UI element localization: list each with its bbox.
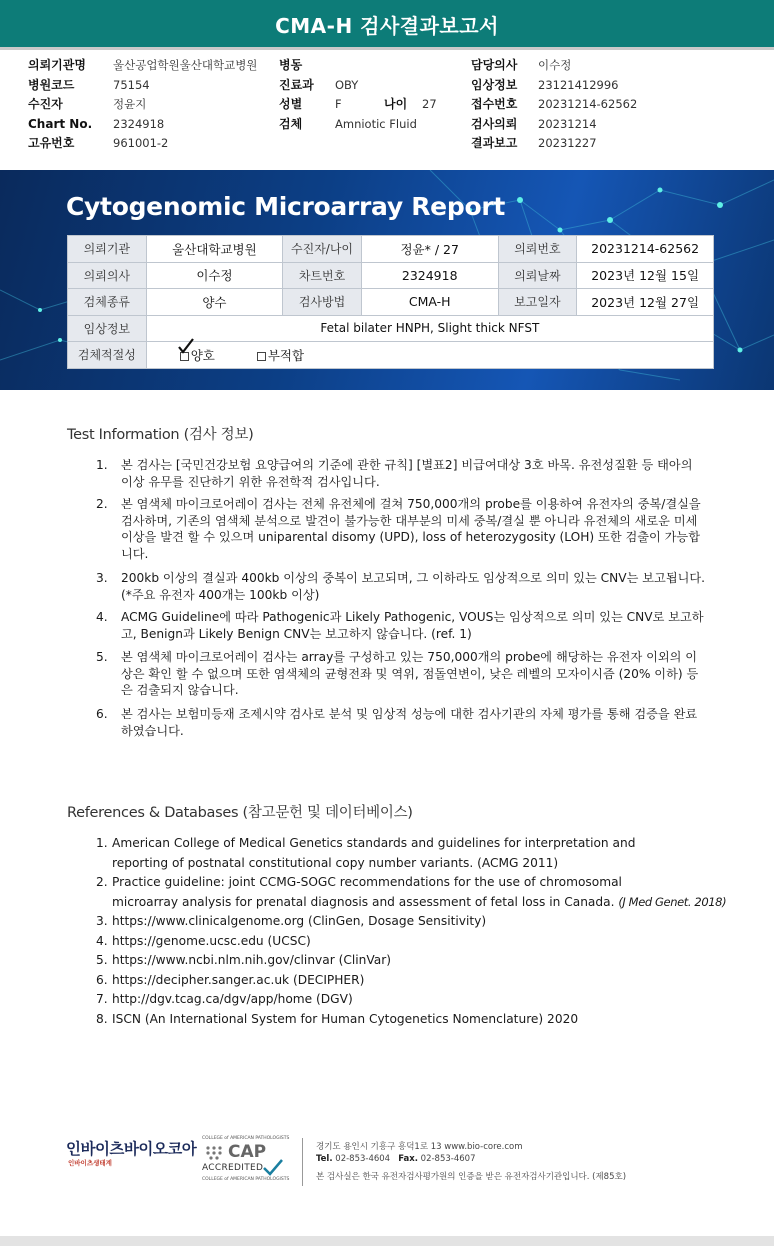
item-text: 본 염색체 마이크로어레이 검사는 array를 구성하고 있는 750,000개의 probe에 해당하는 유전자 이외의 이상은 확인 할 수 없으며 또한 염색체의 균형전좌 및 역위, 점돌연변이, 낮은 레벨의 모자이시즘 (20% 이하) 등은 검출되지 않습니다. bbox=[121, 650, 699, 698]
table-value: 2324918 bbox=[361, 262, 498, 289]
header-value: Amniotic Fluid bbox=[335, 116, 417, 131]
header-label: 담당의사 bbox=[471, 58, 518, 72]
reference-item bbox=[96, 912, 736, 932]
table-value: 울산대학교병원 bbox=[146, 236, 282, 263]
item-text: 본 염색체 마이크로어레이 검사는 전체 유전체에 걸쳐 750,000개의 probe를 이용하여 유전자의 중복/결실을 검사하며, 기존의 염색체 분석으로 발견이 불가능한 대부분의 미세 중복/결실 뿐 아니라 유전체의 새로운 미세이상을 발견 할 수 있으며 uniparental disomy (UPD), loss of heterozygosity (LOH) 또한 검출이 가능합니다. bbox=[121, 497, 701, 561]
header-col2 bbox=[279, 58, 437, 136]
reference-item bbox=[96, 990, 736, 1010]
table-label: 검체종류 bbox=[68, 289, 147, 316]
reference-link[interactable]: https://www.clinicalgenome.org (ClinGen, Dosage Sensitivity) bbox=[112, 914, 487, 928]
header-value: 20231214-62562 bbox=[538, 97, 638, 111]
tel-label: Tel. bbox=[316, 1154, 333, 1164]
table-row bbox=[68, 342, 714, 369]
table-label: 의뢰기관 bbox=[68, 236, 147, 263]
list-item bbox=[96, 496, 706, 562]
reference-link[interactable]: http://dgv.tcag.ca/dgv/app/home (DGV) bbox=[112, 992, 353, 1006]
checkbox-inadequate[interactable] bbox=[257, 352, 266, 361]
item-text: 200kb 이상의 결실과 400kb 이상의 중복이 보고되며, 그 이하라도 임상적으로 의미 있는 CNV는 보고됩니다. (*주요 유전자 400개는 100kb 이상) bbox=[121, 571, 706, 602]
reference-line: American College of Medical Genetics standards and guidelines for interpretation and bbox=[112, 836, 636, 850]
cap-dots-icon bbox=[204, 1144, 224, 1160]
footer-address: 경기도 용인시 기흥구 흥덕1로 13 www.bio-core.com bbox=[316, 1142, 523, 1152]
table-row bbox=[68, 315, 714, 342]
reference-item bbox=[96, 971, 736, 991]
item-text: 본 검사는 보험미등재 조제시약 검사로 분석 및 임상적 성능에 대한 검사기관의 자체 평가를 통해 검증을 완료하였습니다. bbox=[121, 707, 698, 738]
item-number: 6. bbox=[96, 707, 108, 721]
item-number: 8. bbox=[96, 1012, 108, 1026]
cap-bottom-text: COLLEGE of AMERICAN PATHOLOGISTS bbox=[202, 1177, 290, 1182]
header-label: 고유번호 bbox=[28, 136, 75, 150]
item-number: 1. bbox=[96, 836, 108, 850]
header-label: 성별 bbox=[279, 97, 303, 111]
cap-word: CAP bbox=[228, 1142, 267, 1162]
report-title-bar bbox=[0, 0, 774, 50]
table-value: CMA-H bbox=[361, 289, 498, 316]
item-number: 7. bbox=[96, 992, 108, 1006]
header-label: 병동 bbox=[279, 58, 303, 72]
report-footer bbox=[0, 1130, 774, 1190]
list-item bbox=[96, 457, 706, 490]
option-inadequate-label: 부적합 bbox=[267, 347, 305, 363]
reference-item bbox=[96, 873, 736, 912]
header-value: F bbox=[335, 97, 342, 111]
reference-item bbox=[96, 951, 736, 971]
reference-line: reporting of postnatal constitutional copy number variants. (ACMG 2011) bbox=[112, 855, 559, 870]
header-value: 961001-2 bbox=[113, 136, 169, 150]
list-item bbox=[96, 609, 706, 642]
reference-item bbox=[96, 1010, 736, 1030]
table-row bbox=[68, 289, 714, 316]
clinical-info-value: Fetal bilater HNPH, Slight thick NFST bbox=[146, 315, 713, 342]
item-number: 4. bbox=[96, 610, 108, 624]
footer-divider bbox=[302, 1138, 303, 1186]
banner-title: Cytogenomic Microarray Report bbox=[66, 192, 505, 221]
header-label: 검사의뢰 bbox=[471, 116, 518, 131]
reference-link[interactable]: https://www.ncbi.nlm.nih.gov/clinvar (ClinVar) bbox=[112, 953, 391, 967]
header-label: 결과보고 bbox=[471, 136, 518, 150]
header-value: 23121412996 bbox=[538, 77, 619, 92]
cap-check-icon bbox=[262, 1158, 284, 1176]
header-label: 진료과 bbox=[279, 77, 314, 92]
table-value: 정윤* / 27 bbox=[361, 236, 498, 263]
company-logo-sub: 인바이츠생태계 bbox=[68, 1159, 112, 1167]
item-number: 3. bbox=[96, 914, 108, 928]
table-label: 검사방법 bbox=[283, 289, 362, 316]
item-number: 5. bbox=[96, 650, 108, 664]
table-label: 의뢰날짜 bbox=[498, 262, 577, 289]
header-col3 bbox=[471, 58, 637, 156]
table-value: 2023년 12월 27일 bbox=[577, 289, 714, 316]
table-label: 의뢰의사 bbox=[68, 262, 147, 289]
table-value: 이수정 bbox=[146, 262, 282, 289]
fax-value: 02-853-4607 bbox=[420, 1154, 476, 1164]
age-label: 나이 bbox=[384, 97, 408, 111]
item-text: 본 검사는 [국민건강보험 요양급여의 기준에 관한 규칙] [별표2] 비급여대상 3호 바목. 유전성질환 등 태아의 이상 유무를 진단하기 위한 유전학적 검사입니다. bbox=[121, 458, 693, 489]
header-col1 bbox=[28, 58, 257, 156]
references-title: References & Databases (참고문헌 및 데이터베이스) bbox=[67, 805, 413, 821]
item-number: 3. bbox=[96, 571, 108, 585]
table-label: 의뢰번호 bbox=[498, 236, 577, 263]
header-value: 20231227 bbox=[538, 136, 597, 150]
test-info-title: Test Information (검사 정보) bbox=[67, 427, 254, 443]
header-label: 의뢰기관명 bbox=[28, 58, 86, 72]
table-row bbox=[68, 236, 714, 263]
cap-top-text: COLLEGE of AMERICAN PATHOLOGISTS bbox=[202, 1136, 290, 1141]
table-value: 20231214-62562 bbox=[577, 236, 714, 263]
table-label: 차트번호 bbox=[283, 262, 362, 289]
checkmark-icon bbox=[177, 338, 195, 356]
item-text: ACMG Guideline에 따라 Pathogenic과 Likely Pathogenic, VOUS는 임상적으로 의미 있는 CNV로 보고하고, Benign과 Likely Benign CNV는 보고하지 않습니다. (ref. 1) bbox=[121, 610, 704, 641]
age-value: 27 bbox=[422, 97, 437, 111]
cap-accreditation-logo bbox=[200, 1136, 290, 1186]
table-label: 임상정보 bbox=[68, 315, 147, 342]
header-value: 울산공업학원울산대학교병원 bbox=[113, 58, 258, 72]
reference-item bbox=[96, 932, 736, 952]
cap-accredited-text: ACCREDITED bbox=[202, 1163, 264, 1173]
report-title: CMA-H 검사결과보고서 bbox=[275, 14, 499, 38]
header-value: 2324918 bbox=[113, 116, 165, 131]
header-label: 병원코드 bbox=[28, 77, 75, 92]
reference-line: microarray analysis for prenatal diagnosis and assessment of fetal loss in Canada. bbox=[112, 894, 615, 909]
specimen-adequacy-cell bbox=[146, 342, 713, 369]
report-info-table bbox=[67, 235, 714, 369]
reference-link[interactable]: https://genome.ucsc.edu (UCSC) bbox=[112, 934, 311, 948]
reference-line: ISCN (An International System for Human Cytogenetics Nomenclature) 2020 bbox=[112, 1012, 579, 1026]
company-logo: 인바이츠바이오코아 bbox=[66, 1140, 197, 1158]
item-number: 1. bbox=[96, 458, 108, 472]
fax-label: Fax. bbox=[398, 1154, 418, 1164]
table-label: 검체적절성 bbox=[68, 342, 147, 369]
item-number: 6. bbox=[96, 973, 108, 987]
header-value: 20231214 bbox=[538, 116, 597, 131]
header-label: 수진자 bbox=[28, 97, 63, 111]
header-value: 75154 bbox=[113, 77, 150, 92]
item-number: 2. bbox=[96, 497, 108, 511]
header-label: 검체 bbox=[279, 116, 303, 131]
option-good-label: 양호 bbox=[190, 347, 215, 363]
reference-citation: (J Med Genet. 2018) bbox=[618, 894, 727, 909]
list-item bbox=[96, 570, 706, 603]
header-value: OBY bbox=[335, 77, 359, 92]
table-value: 양수 bbox=[146, 289, 282, 316]
reference-line: Practice guideline: joint CCMG-SOGC recommendations for the use of chromosomal bbox=[112, 875, 622, 889]
table-value: 2023년 12월 15일 bbox=[577, 262, 714, 289]
reference-link[interactable]: https://decipher.sanger.ac.uk (DECIPHER) bbox=[112, 973, 365, 987]
header-label: 접수번호 bbox=[471, 97, 518, 111]
item-number: 5. bbox=[96, 953, 108, 967]
tel-value: 02-853-4604 bbox=[335, 1154, 391, 1164]
header-value: 정윤지 bbox=[113, 97, 147, 111]
bottom-bar bbox=[0, 1236, 774, 1246]
footer-certification: 본 검사실은 한국 유전자검사평가원의 인증을 받은 유전자검사기관입니다. (제85호) bbox=[316, 1172, 627, 1182]
reference-item bbox=[96, 834, 736, 873]
header-label: Chart No. bbox=[28, 116, 93, 131]
table-row bbox=[68, 262, 714, 289]
header-label: 임상정보 bbox=[471, 77, 518, 92]
table-label: 보고일자 bbox=[498, 289, 577, 316]
table-label: 수진자/나이 bbox=[283, 236, 362, 263]
footer-contact bbox=[316, 1154, 475, 1164]
item-number: 2. bbox=[96, 875, 108, 889]
item-number: 4. bbox=[96, 934, 108, 948]
header-value: 이수정 bbox=[538, 58, 572, 72]
list-item bbox=[96, 649, 706, 699]
list-item bbox=[96, 706, 706, 739]
